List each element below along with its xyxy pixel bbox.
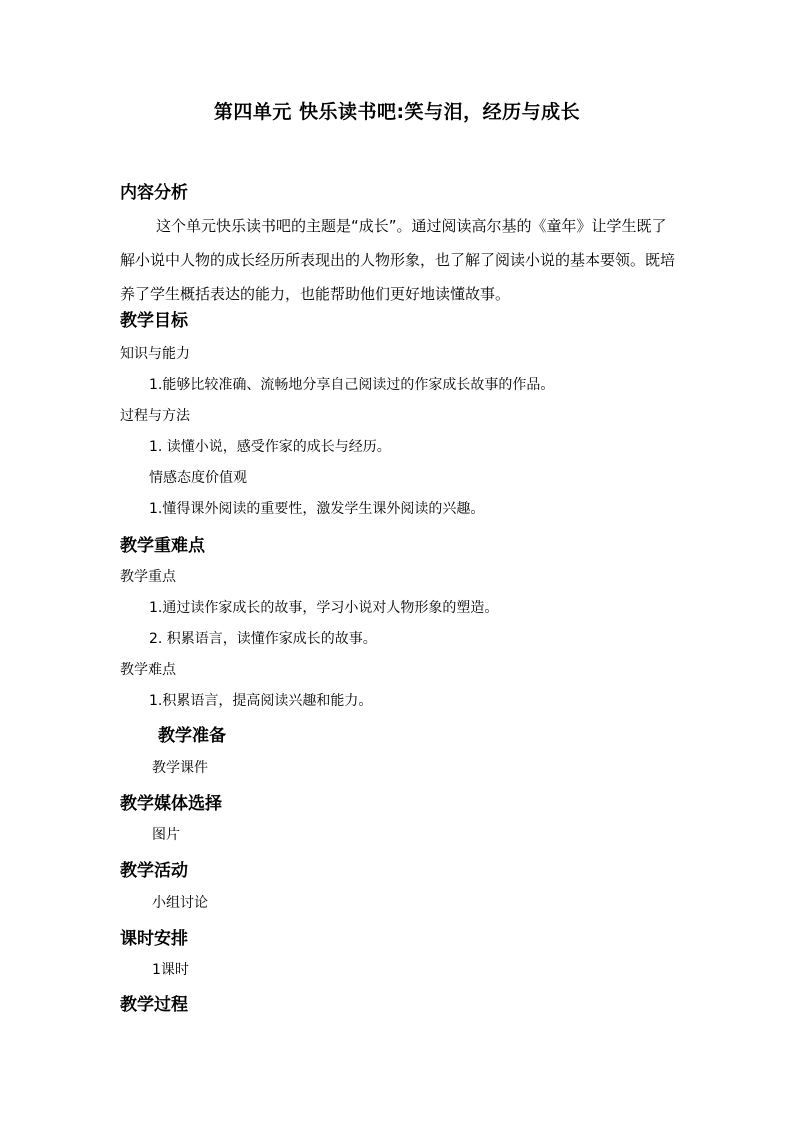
document-title: 第四单元 快乐读书吧:笑与泪，经历与成长 (213, 101, 581, 123)
label-teaching-focus: 教学重点 (120, 569, 176, 585)
label-emotion-values: 情感态度价值观 (149, 470, 247, 486)
label-process-method: 过程与方法 (120, 408, 190, 424)
difficulty-item: 1.积累语言，提高阅读兴趣和能力。 (149, 693, 373, 709)
heading-schedule: 课时安排 (120, 929, 188, 949)
heading-teaching-process: 教学过程 (120, 995, 188, 1015)
knowledge-item: 1.能够比较准确、流畅地分享自己阅读过的作家成长故事的作品。 (149, 377, 555, 393)
emotion-item: 1.懂得课外阅读的重要性，激发学生课外阅读的兴趣。 (149, 501, 485, 517)
focus-item-1: 1.通过读作家成长的故事，学习小说对人物形象的塑造。 (149, 600, 499, 616)
activity-text: 小组讨论 (152, 895, 208, 911)
preparation-text: 教学课件 (152, 760, 208, 776)
heading-media: 教学媒体选择 (120, 794, 222, 814)
heading-content-analysis: 内容分析 (120, 183, 188, 203)
label-teaching-difficulty: 教学难点 (120, 662, 176, 678)
focus-item-2: 2. 积累语言，读懂作家成长的故事。 (149, 631, 377, 647)
schedule-text: 1课时 (152, 962, 189, 978)
heading-key-difficult-points: 教学重难点 (120, 536, 205, 556)
media-text: 图片 (152, 827, 180, 843)
content-analysis-paragraph: 这个单元快乐读书吧的主题是“成长”。通过阅读高尔基的《童年》让学生既了解小说中人物的成长经历所表现出的人物形象，也了解了阅读小说的基本要领。既培养了学生概括表达的能力，也能帮助他们更好地读懂故事。 (120, 217, 676, 303)
heading-teaching-goals: 教学目标 (120, 311, 188, 331)
label-knowledge-ability: 知识与能力 (120, 346, 190, 362)
heading-preparation: 教学准备 (158, 726, 226, 746)
process-item: 1. 读懂小说，感受作家的成长与经历。 (149, 439, 391, 455)
heading-activity: 教学活动 (120, 861, 188, 881)
